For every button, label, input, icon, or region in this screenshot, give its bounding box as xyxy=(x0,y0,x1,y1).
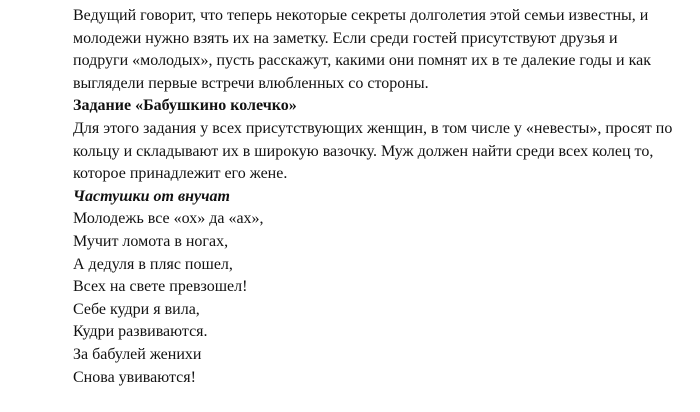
chastushki-heading: Частушки от внучат xyxy=(73,187,230,205)
verse-line: А дедуля в пляс пошел, xyxy=(73,255,233,273)
verse-line: За бабулей женихи xyxy=(73,345,202,363)
verse-line: Снова увиваются! xyxy=(73,368,196,386)
document-body xyxy=(73,5,673,389)
intro-paragraph: Ведущий говорит, что теперь некоторые секреты долголетия этой семьи известны, и молодежи нужно взять их на заметку. Если среди гостей присутствуют друзья и подруги «молодых», пусть расскажут, какими они помнят их в те далекие годы и как выглядели первые встречи влюбленных со стороны. xyxy=(73,7,651,92)
verse-line: Мучит ломота в ногах, xyxy=(73,232,229,250)
verse-line: Всех на свете превзошел! xyxy=(73,278,248,296)
verse-line: Кудри развиваются. xyxy=(73,323,208,341)
task-heading: Задание «Бабушкино колечко» xyxy=(73,97,297,115)
task-paragraph: Для этого задания у всех присутствующих женщин, в том числе у «невесты», просят по кольцу и складывают их в широкую вазочку. Муж должен найти среди всех колец то, которое принадлежит его жене. xyxy=(73,119,673,183)
verse-line: Себе кудри я вила, xyxy=(73,300,200,318)
verse-block xyxy=(73,208,673,389)
verse-line: Молодежь все «ох» да «ах», xyxy=(73,210,264,228)
